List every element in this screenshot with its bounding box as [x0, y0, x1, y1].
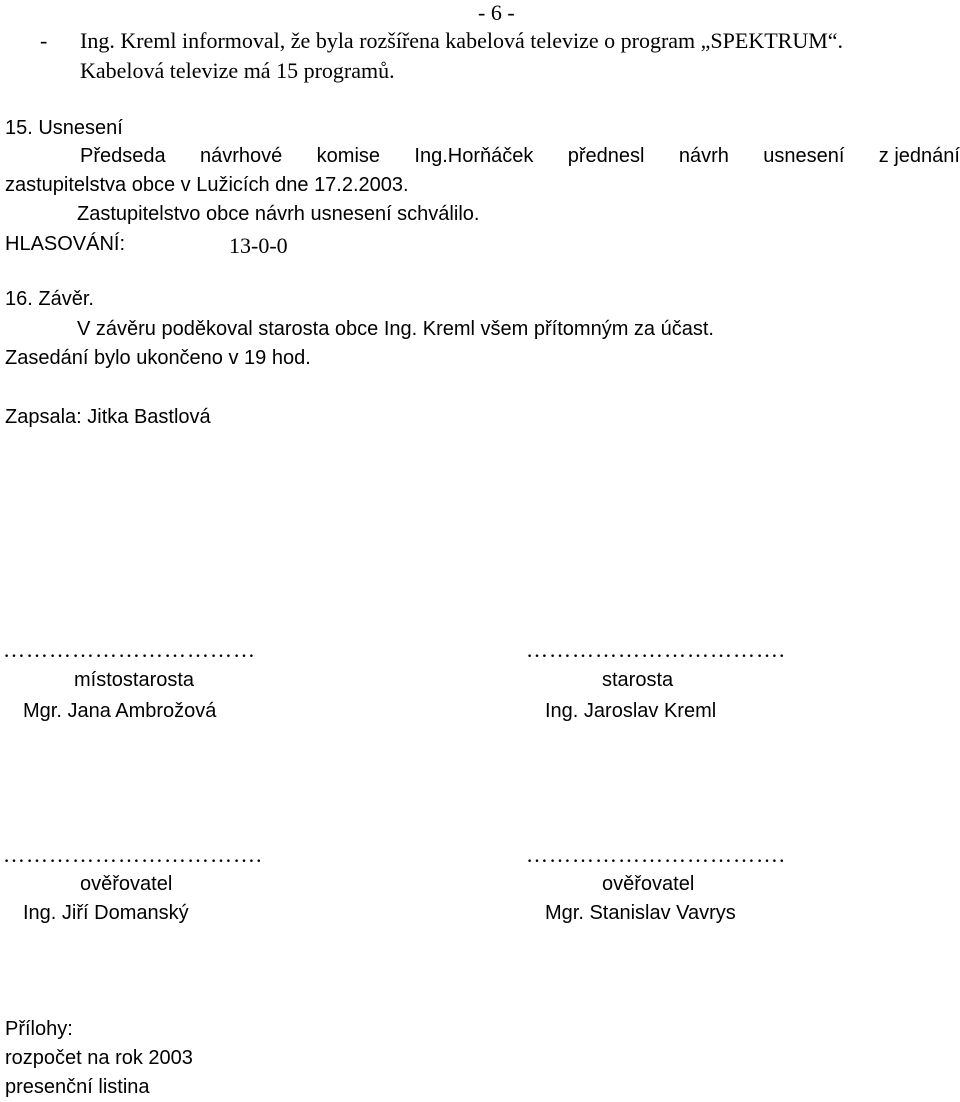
item15-paragraph-line1: [80, 145, 960, 168]
recorder: Zapsala: Jitka Bastlová: [5, 406, 211, 428]
signature-line: ……………………………: [3, 637, 256, 662]
word: komise: [316, 145, 381, 167]
word: přednesl: [567, 145, 645, 167]
item15-heading: 15. Usnesení: [5, 117, 123, 139]
signature-role: ověřovatel: [602, 873, 695, 895]
signature-line: …………………………….: [3, 842, 263, 867]
vote-label: HLASOVÁNÍ:: [5, 233, 126, 255]
bullet-dash: -: [40, 28, 48, 53]
attachment-item: rozpočet na rok 2003: [5, 1047, 193, 1069]
signature-role: starosta: [602, 669, 674, 691]
word: z jednání: [878, 145, 960, 167]
item16-heading: 16. Závěr.: [5, 288, 94, 310]
item14-line2: Kabelová televize má 15 programů.: [80, 58, 395, 83]
vote-value: 13-0-0: [229, 233, 288, 258]
item15-approval: Zastupitelstvo obce návrh usnesení schválilo.: [77, 203, 480, 225]
item15-paragraph-line2: zastupitelstva obce v Lužicích dne 17.2.2003.: [5, 174, 409, 196]
item16-line1: V závěru poděkoval starosta obce Ing. Kreml všem přítomným za účast.: [77, 318, 714, 340]
signature-line: …………………………….: [526, 842, 786, 867]
attachment-item: presenční listina: [5, 1076, 150, 1098]
signature-name: Ing. Jiří Domanský: [23, 902, 189, 924]
word: návrhové: [200, 145, 283, 167]
signature-role: ověřovatel: [80, 873, 173, 895]
item14-line1: Ing. Kreml informoval, že byla rozšířena kabelová televize o program „SPEKTRUM“.: [80, 28, 844, 53]
signature-line: …………………………….: [526, 637, 786, 662]
signature-name: Mgr. Stanislav Vavrys: [545, 902, 736, 924]
word: Ing.Horňáček: [414, 145, 534, 167]
signature-name: Mgr. Jana Ambrožová: [23, 700, 217, 722]
item16-line2: Zasedání bylo ukončeno v 19 hod.: [5, 347, 311, 369]
signature-name: Ing. Jaroslav Kreml: [545, 700, 717, 722]
signature-role: místostarosta: [74, 669, 195, 691]
word: Předseda: [80, 145, 166, 167]
page-number: - 6 -: [478, 0, 515, 25]
word: usnesení: [763, 145, 845, 167]
word: návrh: [678, 145, 729, 167]
attachments-heading: Přílohy:: [5, 1018, 73, 1040]
